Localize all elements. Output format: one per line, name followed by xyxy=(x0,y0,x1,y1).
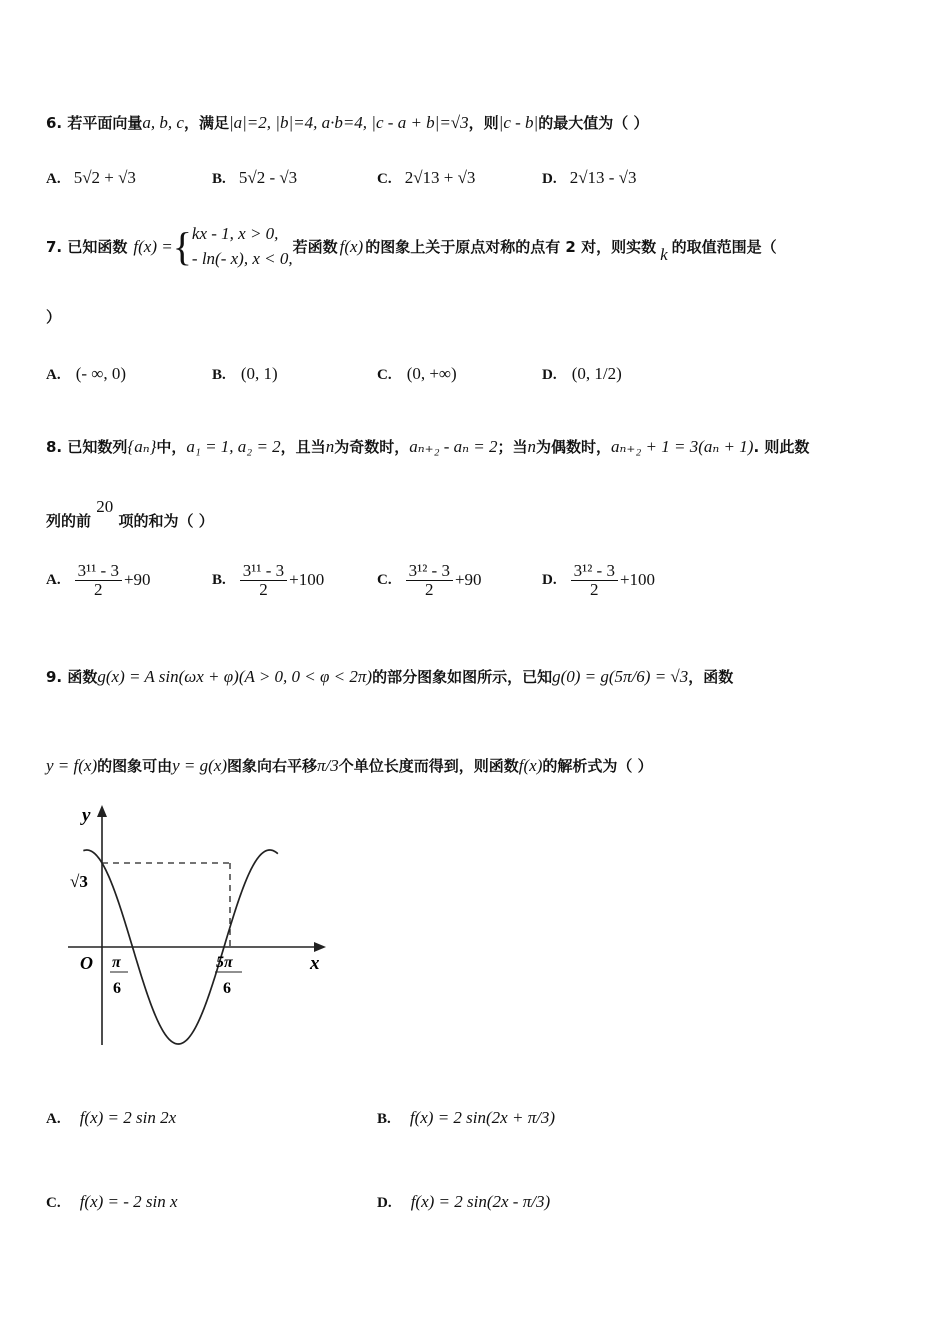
q8-sequence: {aₙ} xyxy=(127,437,157,456)
q8-option-c-label: C. xyxy=(377,571,392,588)
q8-option-d-den: 2 xyxy=(590,579,599,599)
q7-text-4: 的取值范围是（ xyxy=(671,238,777,257)
q6-option-a-label: A. xyxy=(46,171,61,187)
q7-option-c[interactable] xyxy=(377,364,457,384)
q9-option-a[interactable] xyxy=(46,1108,176,1128)
q8-option-c-tail: +90 xyxy=(454,570,482,590)
q8-text-2: 中， xyxy=(156,438,187,456)
q9-text-5: 图象向右平移 xyxy=(227,757,318,775)
q8-odd-rule: aₙ₊₂ - aₙ = 2 xyxy=(409,437,498,456)
q8-text-1: 已知数列 xyxy=(67,438,128,456)
q7-number: 7. xyxy=(46,237,63,256)
q7-option-b-expr: (0, 1) xyxy=(240,364,278,383)
q9-fx: f(x) xyxy=(518,756,543,775)
q7-option-d[interactable] xyxy=(542,364,622,384)
q8-text-9: 项的和为（ ） xyxy=(118,512,214,530)
q9-graph xyxy=(60,795,340,1055)
q9-graph-origin: O xyxy=(80,953,93,973)
q6-option-b[interactable] xyxy=(212,168,297,188)
q8-option-b-den: 2 xyxy=(259,579,268,599)
q7-case-2: - ln(- x), x < 0, xyxy=(191,248,293,268)
q8-option-a-den: 2 xyxy=(94,579,103,599)
q9-option-b[interactable] xyxy=(377,1108,555,1128)
q9-option-c[interactable] xyxy=(46,1192,178,1212)
q8-even-rule: aₙ₊₂ + 1 = 3(aₙ + 1) xyxy=(611,437,754,456)
q9-text-2: 的部分图象如图所示，已知 xyxy=(372,668,553,686)
q8-initial: a₁ = 1, a₂ = 2 xyxy=(186,437,281,456)
q6-text-2: ，满足 xyxy=(183,114,229,132)
q9-stem xyxy=(46,666,733,687)
q9-text-4: 的图象可由 xyxy=(97,757,173,775)
q6-text-4: 的最大值为（ ） xyxy=(538,114,649,132)
q8-option-b-tail: +100 xyxy=(289,570,325,590)
q8-option-d-fraction xyxy=(571,562,618,599)
q7-fx: f(x) = xyxy=(133,236,173,256)
q8-option-c[interactable] xyxy=(377,562,482,599)
q8-option-b[interactable] xyxy=(212,562,324,599)
q7-k: k xyxy=(660,244,668,264)
q8-text-4: 为奇数时， xyxy=(334,438,410,456)
q8-option-b-label: B. xyxy=(212,571,226,588)
q9-number: 9. xyxy=(46,668,63,686)
q9-y-gx: y = g(x) xyxy=(172,756,228,775)
q8-text-6: 为偶数时， xyxy=(536,438,612,456)
q7-case-1: kx - 1, x > 0, xyxy=(191,224,279,243)
q8-option-a-label: A. xyxy=(46,571,61,588)
q7-option-a[interactable] xyxy=(46,364,126,384)
q8-option-d[interactable] xyxy=(542,562,655,599)
q8-twenty: 20 xyxy=(96,497,114,516)
q6-option-b-expr: 5√2 - √3 xyxy=(238,168,298,187)
q7-stem-end: ） xyxy=(46,308,62,326)
q8-option-c-den: 2 xyxy=(425,579,434,599)
q8-option-d-tail: +100 xyxy=(619,570,656,590)
q8-text-5: ；当 xyxy=(497,438,528,456)
q8-option-c-fraction xyxy=(406,562,453,599)
q6-target: |c - b| xyxy=(498,113,539,132)
q7-brace: { xyxy=(172,224,192,270)
q9-condition: g(0) = g(5π/6) = √3 xyxy=(552,667,689,686)
q7-text-3: 的图象上关于原点对称的点有 2 对，则实数 xyxy=(365,238,657,257)
q8-option-d-num: 3¹² - 3 xyxy=(571,562,618,581)
q6-vars: a, b, c xyxy=(142,113,184,132)
q6-text-3: ，则 xyxy=(468,114,499,132)
q6-option-c[interactable] xyxy=(377,168,475,188)
q7-text-2: 若函数 xyxy=(292,238,338,257)
q8-option-b-fraction xyxy=(240,562,287,599)
q7-option-a-label: A. xyxy=(46,367,61,383)
q9-graph-tick1-num: π xyxy=(112,954,121,971)
q9-text-3: ，函数 xyxy=(688,668,734,686)
q9-g-def: g(x) = A sin(ωx + φ)(A > 0, 0 < φ < 2π) xyxy=(97,667,373,686)
q8-text-8: 列的前 xyxy=(46,512,92,530)
q7-option-a-expr: (- ∞, 0) xyxy=(75,364,127,383)
q9-graph-x-label: x xyxy=(310,953,320,974)
q9-option-a-expr: f(x) = 2 sin 2x xyxy=(79,1108,177,1127)
q9-graph-tick2-num: 5π xyxy=(216,954,233,971)
q9-option-c-label: C. xyxy=(46,1195,61,1211)
q9-text-1: 函数 xyxy=(67,668,98,686)
q8-option-a[interactable] xyxy=(46,562,151,599)
q8-option-b-num: 3¹¹ - 3 xyxy=(240,562,287,581)
q7-fx-2: f(x) xyxy=(339,236,364,256)
q7-stem xyxy=(46,222,777,271)
q7-option-d-label: D. xyxy=(542,367,557,383)
q9-graph-y-arrow xyxy=(97,805,107,817)
q9-stem-line-2 xyxy=(46,755,653,776)
q8-stem-line-2 xyxy=(46,497,214,531)
q9-graph-tick2-den: 6 xyxy=(223,980,231,997)
q7-piecewise xyxy=(192,222,293,271)
q8-stem xyxy=(46,436,809,457)
q8-option-a-fraction xyxy=(75,562,122,599)
q6-option-d[interactable] xyxy=(542,168,637,188)
q9-text-6: 个单位长度而得到，则函数 xyxy=(338,757,519,775)
q9-option-d[interactable] xyxy=(377,1192,550,1212)
q8-option-a-num: 3¹¹ - 3 xyxy=(75,562,122,581)
q9-graph-y-label: y xyxy=(82,805,91,826)
q7-text-1: 已知函数 xyxy=(67,238,128,257)
q9-option-b-expr: f(x) = 2 sin(2x + π/3) xyxy=(409,1108,556,1127)
q8-text-7: . 则此数 xyxy=(753,438,810,456)
q9-shift: π/3 xyxy=(317,756,339,775)
q9-option-d-expr: f(x) = 2 sin(2x - π/3) xyxy=(410,1192,551,1211)
q7-option-d-expr: (0, 1/2) xyxy=(571,364,622,383)
q7-option-b[interactable] xyxy=(212,364,278,384)
q9-graph-sqrt3: √3 xyxy=(70,872,88,891)
q8-n-even: n xyxy=(527,437,537,456)
q6-option-d-expr: 2√13 - √3 xyxy=(569,168,637,187)
q6-option-a[interactable] xyxy=(46,168,136,188)
q8-option-c-num: 3¹² - 3 xyxy=(406,562,453,581)
q6-option-a-expr: 5√2 + √3 xyxy=(73,168,136,187)
q9-text-7: 的解析式为（ ） xyxy=(542,757,653,775)
q8-option-d-label: D. xyxy=(542,571,557,588)
q8-text-3: ，且当 xyxy=(280,438,326,456)
q6-text-1: 若平面向量 xyxy=(67,114,143,132)
q9-y-fx: y = f(x) xyxy=(46,756,98,775)
q6-option-b-label: B. xyxy=(212,171,226,187)
q9-option-c-expr: f(x) = - 2 sin x xyxy=(79,1192,178,1211)
q6-stem xyxy=(46,112,648,133)
q8-number: 8. xyxy=(46,438,63,456)
q7-option-c-label: C. xyxy=(377,367,392,383)
q8-option-a-tail: +90 xyxy=(123,570,151,590)
q6-option-c-expr: 2√13 + √3 xyxy=(404,168,476,187)
q7-option-b-label: B. xyxy=(212,367,226,383)
q8-n-odd: n xyxy=(325,437,335,456)
q6-number: 6. xyxy=(46,114,63,132)
q9-graph-x-arrow xyxy=(314,942,326,952)
q6-option-c-label: C. xyxy=(377,171,392,187)
q6-option-d-label: D. xyxy=(542,171,557,187)
q6-condition: |a|=2, |b|=4, a·b=4, |c - a + b|=√3 xyxy=(228,113,469,132)
q9-option-b-label: B. xyxy=(377,1111,391,1127)
q9-graph-tick1-den: 6 xyxy=(113,980,121,997)
q7-option-c-expr: (0, +∞) xyxy=(406,364,457,383)
q9-option-d-label: D. xyxy=(377,1195,392,1211)
q9-option-a-label: A. xyxy=(46,1111,61,1127)
